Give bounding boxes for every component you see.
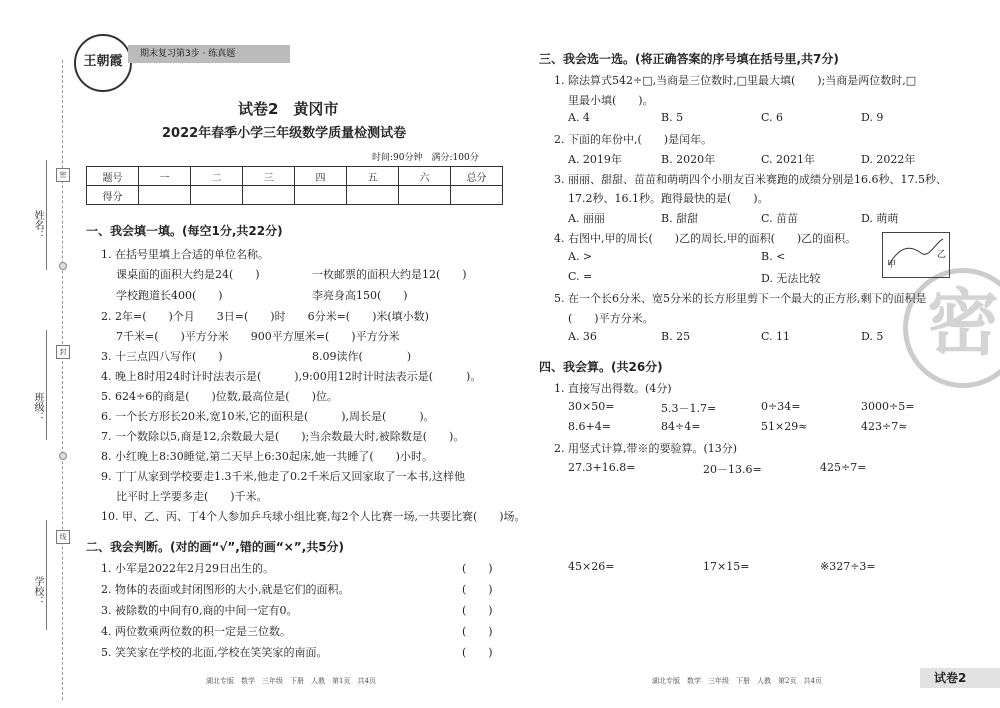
question-1-3a: 3. 十三点四八写作( ) <box>101 350 223 363</box>
judge-item: 2. 物体的表面或封闭图形的大小,就是它们的面积。 <box>101 583 350 596</box>
calc-item: 51×29≈ <box>761 420 808 433</box>
choice-option: C. 6 <box>761 111 784 124</box>
question-1-4: 4. 晚上8时用24时计时法表示是( ),9:00用12时计时法表示是( )。 <box>101 370 482 383</box>
question-1-9a: 9. 丁丁从家到学校要走1.3千米,他走了0.2千米后又回家取了一本书,这样他 <box>101 470 465 483</box>
judge-item: 1. 小军是2022年2月29日出生的。 <box>101 562 274 575</box>
judge-answer[interactable]: ( ) <box>462 646 493 659</box>
score-table <box>86 166 503 205</box>
question-1-2b: 7千米=( )平方分米 900平方厘米=( )平方分米 <box>116 330 400 343</box>
vertical-calc-item: 45×26= <box>568 560 615 573</box>
footer-left: 湖北专版 数学 三年级 下册 人教 第1页 共4页 <box>206 677 376 685</box>
review-banner: 期末复习第3步 · 练真题 <box>128 45 290 63</box>
score-cell: 得分 <box>87 186 139 205</box>
question-1-5: 5. 624÷6的商是( )位数,最高位是( )位。 <box>101 390 338 403</box>
paper-title: 试卷2 黄冈市 <box>238 100 339 118</box>
judge-item: 5. 笑笑家在学校的北面,学校在笑笑家的南面。 <box>101 646 328 659</box>
judge-answer[interactable]: ( ) <box>462 562 493 575</box>
score-input-cell[interactable] <box>347 186 399 205</box>
seal-mark-xian: 线 <box>56 530 70 544</box>
question-1-10: 10. 甲、乙、丙、丁4个人参加乒乓球小组比赛,每2个人比赛一场,一共要比赛( )场。 <box>101 510 526 523</box>
choice-q1a: 1. 除法算式542÷□,当商是三位数时,□里最大填( );当商是两位数时,□ <box>554 74 917 87</box>
judge-answer[interactable]: ( ) <box>462 583 493 596</box>
score-cell: 题号 <box>87 167 139 186</box>
choice-option: A. 4 <box>568 111 590 124</box>
score-cell: 一 <box>139 167 191 186</box>
choice-q3a: 3. 丽丽、甜甜、苗苗和萌萌四个小朋友百米赛跑的成绩分别是16.6秒、17.5秒、 <box>554 173 947 186</box>
question-1-9b: 比平时上学要多走( )千米。 <box>116 490 268 503</box>
calc-q2: 2. 用竖式计算,带※的要验算。(13分) <box>554 442 738 455</box>
score-cell: 总分 <box>451 167 503 186</box>
paper-tag: 试卷2 <box>920 668 1000 688</box>
calc-item: 423÷7≈ <box>861 420 908 433</box>
name-blank <box>46 160 47 270</box>
question-1-6: 6. 一个长方形长20米,宽10米,它的面积是( ),周长是( )。 <box>101 410 435 423</box>
choice-option: A. > <box>568 250 593 263</box>
score-input-cell[interactable] <box>295 186 347 205</box>
time-score: 时间:90分钟 满分:100分 <box>372 153 479 163</box>
choice-q5b: ( )平方分米。 <box>568 312 654 325</box>
choice-q3b: 17.2秒、16.1秒。跑得最快的是( )。 <box>568 192 769 205</box>
section2-title: 二、我会判断。(对的画“√”,错的画“×”,共5分) <box>86 540 345 554</box>
question-1-1a: 课桌面的面积大约是24( ) <box>116 268 260 281</box>
calc-q1: 1. 直接写出得数。(4分) <box>554 382 672 395</box>
judge-answer[interactable]: ( ) <box>462 604 493 617</box>
question-1-3b: 8.09读作( ) <box>312 350 412 363</box>
binding-hole <box>59 262 67 270</box>
choice-option: C. 2021年 <box>761 153 816 166</box>
judge-answer[interactable]: ( ) <box>462 625 493 638</box>
calc-item: 3000÷5= <box>861 400 915 413</box>
score-cell: 六 <box>399 167 451 186</box>
vertical-calc-item: 27.3+16.8= <box>568 461 636 474</box>
score-cell: 三 <box>243 167 295 186</box>
seal-mark-feng: 封 <box>56 345 70 359</box>
choice-option: A. 2019年 <box>568 153 622 166</box>
calc-item: 30×50= <box>568 400 615 413</box>
seal-stamp-watermark: 密 <box>903 268 1000 388</box>
school-label: 学校： <box>32 576 43 606</box>
question-1-7: 7. 一个数除以5,商是12,余数最大是( );当余数最大时,被除数是( )。 <box>101 430 465 443</box>
choice-option: B. 甜甜 <box>661 212 699 225</box>
brand-logo: 王朝霞 <box>74 34 132 92</box>
choice-option: A. 丽丽 <box>568 212 605 225</box>
section1-title: 一、我会填一填。(每空1分,共22分) <box>86 224 283 238</box>
question-1-1d: 李亮身高150( ) <box>312 289 408 302</box>
school-blank <box>46 520 47 630</box>
choice-option: B. 2020年 <box>661 153 716 166</box>
score-input-cell[interactable] <box>451 186 503 205</box>
choice-option: D. 萌萌 <box>861 212 899 225</box>
score-input-cell[interactable] <box>243 186 295 205</box>
choice-option: A. 36 <box>568 330 597 343</box>
figure-label-yi: 乙 <box>937 250 947 260</box>
score-input-cell[interactable] <box>191 186 243 205</box>
calc-item: 84÷4= <box>661 420 701 433</box>
binding-hole <box>59 452 67 460</box>
vertical-calc-item: ※327÷3= <box>820 560 876 573</box>
question-1-8: 8. 小红晚上8:30睡觉,第二天早上6:30起床,她一共睡了( )小时。 <box>101 450 433 463</box>
seal-mark-mi: 密 <box>56 168 70 182</box>
judge-item: 4. 两位数乘两位数的积一定是三位数。 <box>101 625 291 638</box>
score-input-cell[interactable] <box>399 186 451 205</box>
section4-title: 四、我会算。(共26分) <box>539 360 663 374</box>
score-cell: 二 <box>191 167 243 186</box>
choice-q2: 2. 下面的年份中,( )是闰年。 <box>554 133 713 146</box>
score-cell: 五 <box>347 167 399 186</box>
section3-title: 三、我会选一选。(将正确答案的序号填在括号里,共7分) <box>539 52 839 66</box>
vertical-calc-item: 17×15= <box>703 560 750 573</box>
figure-label-jia: 甲 <box>887 260 897 270</box>
choice-q1b: 里最小填( )。 <box>568 94 654 107</box>
calc-item: 0÷34= <box>761 400 801 413</box>
vertical-calc-item: 20－13.6= <box>703 463 762 476</box>
binding-line <box>62 60 63 700</box>
question-1-1b: 一枚邮票的面积大约是12( ) <box>312 268 467 281</box>
calc-item: 5.3－1.7= <box>661 402 717 415</box>
choice-option: C. 苗苗 <box>761 212 799 225</box>
choice-q5a: 5. 在一个长6分米、宽5分米的长方形里剪下一个最大的正方形,剩下的面积是 <box>554 292 927 305</box>
footer-right: 湖北专版 数学 三年级 下册 人教 第2页 共4页 <box>652 677 822 685</box>
choice-option: C. = <box>568 270 593 283</box>
choice-option: D. 2022年 <box>861 153 916 166</box>
choice-option: D. 无法比较 <box>761 272 821 285</box>
name-label: 姓名： <box>32 210 43 240</box>
question-1-1c: 学校跑道长400( ) <box>116 289 223 302</box>
choice-option: B. 25 <box>661 330 691 343</box>
calc-item: 8.6+4= <box>568 420 611 433</box>
question-1-2a: 2. 2年=( )个月 3日=( )时 6分米=( )米(填小数) <box>101 310 429 323</box>
class-blank <box>46 330 47 440</box>
score-value-row <box>87 186 503 205</box>
choice-option: D. 9 <box>861 111 884 124</box>
class-label: 班级： <box>32 392 43 422</box>
shape-figure <box>882 232 950 278</box>
choice-option: B. 5 <box>661 111 684 124</box>
choice-option: B. < <box>761 250 786 263</box>
judge-item: 3. 被除数的中间有0,商的中间一定有0。 <box>101 604 298 617</box>
score-header-row <box>87 167 503 186</box>
paper-subtitle: 2022年春季小学三年级数学质量检测试卷 <box>162 126 407 141</box>
question-1-1: 1. 在括号里填上合适的单位名称。 <box>101 248 269 261</box>
score-cell: 四 <box>295 167 347 186</box>
vertical-calc-item: 425÷7= <box>820 461 867 474</box>
choice-option: C. 11 <box>761 330 791 343</box>
score-input-cell[interactable] <box>139 186 191 205</box>
choice-q4: 4. 右图中,甲的周长( )乙的周长,甲的面积( )乙的面积。 <box>554 232 857 245</box>
choice-option: D. 5 <box>861 330 884 343</box>
